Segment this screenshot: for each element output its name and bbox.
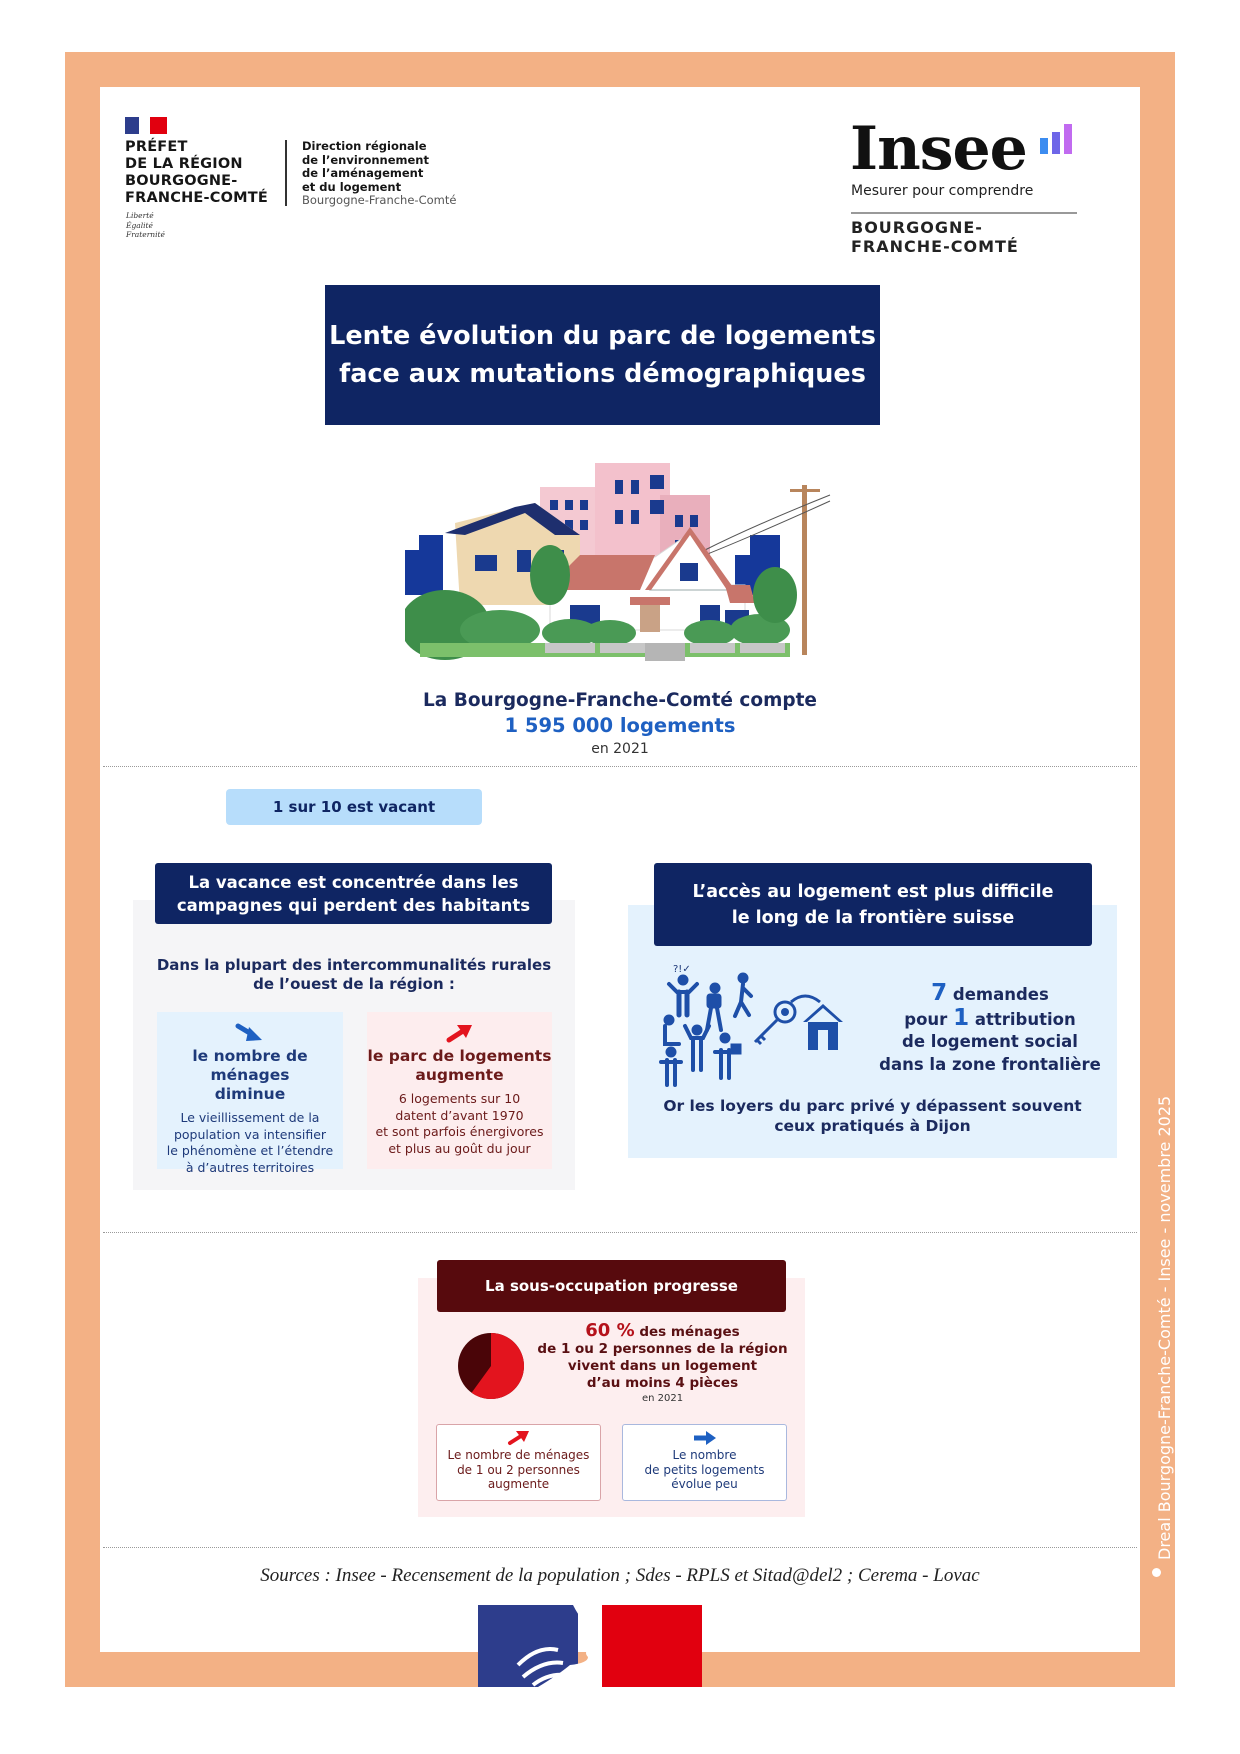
demands-number: 7 [931,980,948,1006]
housing-count: 1 595 000 logements [504,714,736,737]
card-title: augmente [415,1066,504,1084]
section-divider [103,766,1137,767]
stat-line: de 1 ou 2 personnes de la région [537,1341,788,1357]
panel-title-line: le long de la frontière suisse [731,907,1015,928]
prefet-line: FRANCHE-COMTÉ [125,190,268,206]
dreal-region: Bourgogne-Franche-Comté [302,193,457,207]
access-panel-title [654,863,1092,946]
svg-text:?!✓: ?!✓ [673,964,691,975]
insee-region-line: BOURGOGNE- [851,218,983,237]
summary-line: La Bourgogne-Franche-Comté compte [423,690,817,711]
card-desc: à d’autres territoires [185,1159,315,1175]
section-divider [103,1232,1137,1233]
dreal-line: de l’environnement [302,152,429,167]
social-housing-stat [865,982,1115,1076]
dreal-line: et du logement [302,179,402,194]
prefet-line: BOURGOGNE- [125,173,238,189]
card-line: Le nombre [672,1448,737,1462]
card-title: le nombre de ménages [192,1047,308,1084]
small-households-increase-card [436,1424,601,1501]
houses-illustration [405,455,835,665]
underoccupation-title: La sous-occupation progresse [437,1260,786,1312]
arrow-up-right-icon [445,1022,475,1044]
section-divider [103,1547,1137,1548]
card-desc: et plus au goût du jour [388,1140,531,1156]
stat-line: vivent dans un logement [567,1358,758,1374]
insee-region-line: FRANCHE-COMTÉ [851,237,1019,256]
page-title [325,285,880,425]
card-desc: 6 logements sur 10 [398,1091,521,1106]
panel-title-line: La vacance est concentrée dans les [188,872,519,892]
housing-summary [320,688,920,760]
insee-tagline: Mesurer pour comprendre [851,183,1034,199]
panel-title-line: campagnes qui perdent des habitants [176,895,531,915]
attribution-label: attribution [974,1009,1076,1029]
card-desc: et sont parfois énergivores [375,1124,544,1139]
card-title: diminue [214,1085,286,1103]
stat-word: pour [904,1009,948,1029]
subtitle-line: de l’ouest de la région : [253,975,455,993]
motto-line: Égalité [126,220,153,230]
small-dwellings-stable-card [622,1424,787,1501]
sources-note: Sources : Insee - Recensement de la population ; Sdes - RPLS et Sitad@del2 ; Cerema - Lovac [260,1565,980,1586]
underoccupation-pie-chart [457,1332,525,1400]
marianne-logo [478,1605,702,1687]
insee-logo-wordmark: Insee [850,114,1027,184]
dreal-logo-text [302,140,456,208]
card-line: de 1 ou 2 personnes [457,1462,580,1477]
underoccupation-stat [530,1322,795,1406]
summary-year: en 2021 [591,741,649,757]
note-line: Or les loyers du parc privé y dépassent souvent [663,1097,1082,1115]
stat-line: dans la zone frontalière [879,1054,1101,1074]
rent-note [640,1096,1105,1136]
stat-line: de logement social [902,1032,1078,1051]
card-line: Le nombre de ménages [447,1448,590,1462]
insee-divider [851,212,1077,214]
republic-flag-icon [125,117,167,134]
stat-line: d’au moins 4 pièces [586,1375,739,1391]
card-line: augmente [487,1477,550,1491]
stat-percent: 60 % [585,1320,635,1341]
card-desc: datent d’avant 1970 [395,1107,524,1123]
vacancy-badge: 1 sur 10 est vacant [226,789,482,825]
card-title: le parc de logements [367,1047,552,1065]
bullet-dot [1152,1568,1161,1577]
title-line: face aux mutations démographiques [339,359,866,389]
dreal-line: Direction régionale [302,139,427,153]
attribution-number: 1 [953,1004,970,1031]
households-decrease-card [157,1012,343,1175]
prefet-line: DE LA RÉGION [125,156,243,172]
insee-region [851,218,1019,256]
arrow-up-right-icon [506,1430,532,1446]
stat-year: en 2021 [641,1393,684,1404]
logo-separator [285,140,287,206]
card-desc: Le vieillissement de la [180,1110,320,1125]
motto-line: Liberté [126,211,154,220]
dreal-line: de l’aménagement [302,166,424,180]
arrow-down-right-icon [235,1022,265,1044]
card-line: évolue peu [671,1477,738,1491]
republic-motto [126,211,165,240]
insee-bars-icon [1040,124,1076,154]
vacancy-panel-subtitle [140,956,568,994]
card-line: de petits logements [644,1462,765,1477]
subtitle-line: Dans la plupart des intercommunalités rurales [156,956,552,974]
note-line: ceux pratiqués à Dijon [774,1117,971,1135]
housing-stock-increase-card [367,1012,552,1169]
title-line: Lente évolution du parc de logements [329,321,876,351]
stat-line: des ménages [639,1324,740,1340]
arrow-right-icon [692,1430,718,1446]
prefet-logo-text [125,139,268,207]
side-credit: Dreal Bourgogne-Franche-Comté - Insee - novembre 2025 [1155,1095,1174,1560]
card-desc: population va intensifier [173,1126,327,1142]
panel-title-line: L’accès au logement est plus difficile [692,881,1054,902]
people-key-house-icon [655,960,845,1090]
demands-label: demandes [952,985,1049,1004]
vacancy-panel-title [155,863,552,924]
prefet-line: PRÉFET [125,139,188,155]
motto-line: Fraternité [126,230,165,239]
card-desc: le phénomène et l’étendre [166,1143,334,1158]
